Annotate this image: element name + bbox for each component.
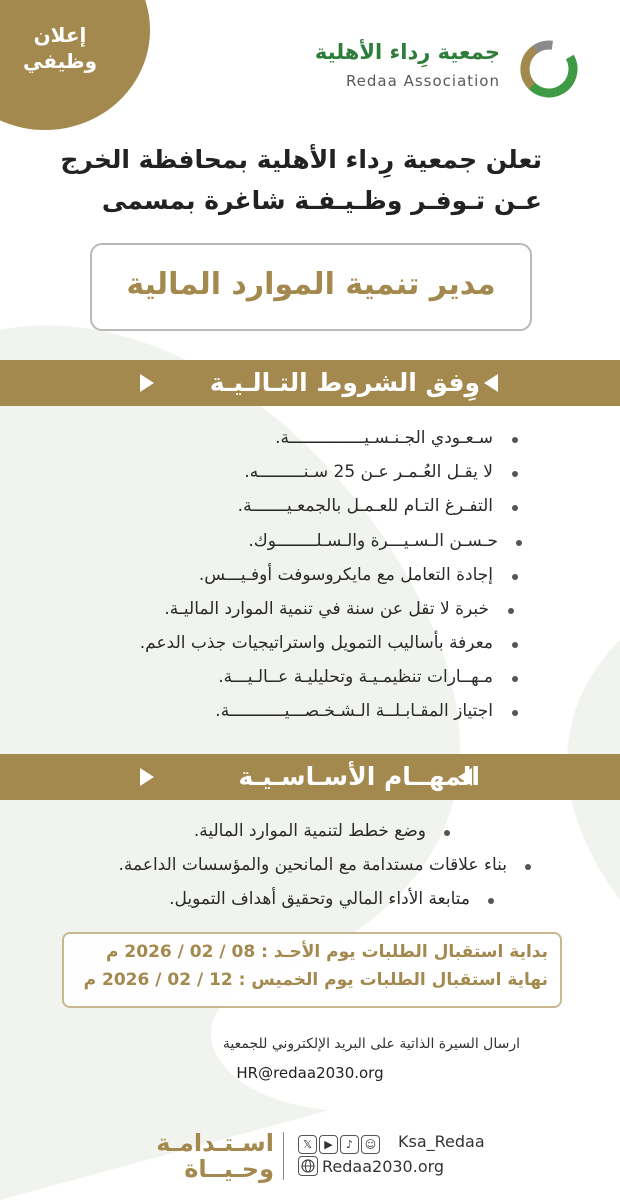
start-date: بداية استقبال الطلبات يوم الأحـد : 08 / 02 / 2026 م xyxy=(106,942,548,962)
bullet-icon xyxy=(512,574,518,580)
x-icon[interactable]: 𝕏 xyxy=(298,1135,317,1154)
badge-line-1: إعلان xyxy=(33,23,87,47)
list-item: بناء علاقات مستدامة مع المانحين والمؤسسات الداعمة. xyxy=(118,855,507,875)
arrow-right-icon xyxy=(458,768,472,786)
list-item: حـسـن الـسـيـــرة والـسـلــــــــوك. xyxy=(248,531,498,551)
badge-text xyxy=(10,22,110,74)
conditions-heading-band xyxy=(0,360,620,406)
association-logo xyxy=(314,38,580,98)
headline-line-1: تعلن جمعية رِداء الأهلية بمحافظة الخرج xyxy=(60,145,542,174)
website-link[interactable]: Redaa2030.org xyxy=(322,1157,445,1176)
tasks-heading-band xyxy=(0,754,620,800)
list-item: اجتياز المقـابـلــة الـشـخـصـــيـــــــــــة. xyxy=(215,701,493,721)
bullet-icon xyxy=(512,642,518,648)
bullet-icon xyxy=(488,898,494,904)
logo-name-arabic: جمعية رِداء الأهلية xyxy=(314,40,500,64)
bullet-icon xyxy=(516,540,522,546)
job-title: مدير تنمية الموارد المالية xyxy=(126,267,496,302)
bullet-icon xyxy=(512,471,518,477)
badge-line-2: وظيفي xyxy=(22,49,98,73)
headline-line-2: عـن تـوفـر وظـيـفـة شاغرة بمسمى xyxy=(101,186,542,215)
bullet-icon xyxy=(512,437,518,443)
list-item: معرفة بأساليب التمويل واستراتيجيات جذب الدعم. xyxy=(139,633,493,653)
list-item: لا يقـل العُـمـر عـن 25 سـنـــــــــه. xyxy=(244,462,493,482)
list-item: سـعـودي الجـنـسـيـــــــــــــــة. xyxy=(275,428,493,448)
slogan-line-1: اسـتـدامـة xyxy=(156,1129,274,1157)
bullet-icon xyxy=(512,710,518,716)
job-title-box xyxy=(90,243,532,331)
tasks-heading: المهــام الأسـاسـيـة xyxy=(238,762,480,791)
logo-name-english: Redaa Association xyxy=(345,72,500,90)
send-cv-note: ارسال السيرة الذاتية على البريد الإلكتروني للجمعية xyxy=(222,1036,520,1052)
list-item: مـهــارات تنظيمـيـة وتحليليـة عــالـيـــة. xyxy=(218,667,493,687)
list-item: وضع خطط لتنمية الموارد المالية. xyxy=(193,821,426,841)
arrow-right-icon xyxy=(484,374,498,392)
email-link[interactable]: HR@redaa2030.org xyxy=(236,1064,384,1082)
footer-divider xyxy=(283,1132,284,1180)
conditions-heading: وِفق الشروط التـالـيـة xyxy=(209,368,480,397)
arrow-left-icon xyxy=(140,768,154,786)
youtube-icon[interactable]: ▶ xyxy=(319,1135,338,1154)
social-icons xyxy=(298,1134,382,1154)
logo-ring-icon xyxy=(518,38,580,100)
arrow-left-icon xyxy=(140,374,154,392)
list-item: التفـرغ التـام للعـمـل بالجمعـيـــــــة. xyxy=(237,496,493,516)
list-item: خبرة لا تقل عن سنة في تنمية الموارد الماليـة. xyxy=(164,599,489,619)
snapchat-icon[interactable]: ☺ xyxy=(361,1135,380,1154)
bullet-icon xyxy=(525,864,531,870)
bullet-icon xyxy=(512,505,518,511)
tiktok-icon[interactable]: ♪ xyxy=(340,1135,359,1154)
list-item: متابعة الأداء المالي وتحقيق أهداف التمويل. xyxy=(169,889,470,909)
bullet-icon xyxy=(508,608,514,614)
slogan-line-2: وحـيــاة xyxy=(184,1155,274,1183)
globe-icon xyxy=(298,1156,318,1176)
application-dates-box xyxy=(62,932,562,1008)
list-item: إجادة التعامل مع مايكروسوفت أوفـيـــس. xyxy=(198,565,493,585)
bullet-icon xyxy=(512,676,518,682)
footer-slogan xyxy=(158,1130,274,1182)
social-handle[interactable]: Ksa_Redaa xyxy=(398,1132,485,1151)
end-date: نهاية استقبال الطلبات يوم الخميس : 12 / 02 / 2026 م xyxy=(83,970,548,990)
bullet-icon xyxy=(444,830,450,836)
